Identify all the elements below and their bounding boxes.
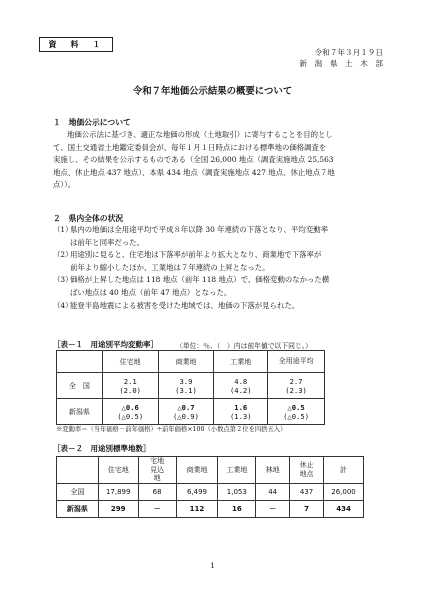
item-number: （1） (53, 225, 73, 234)
table-cell: 112 (176, 500, 218, 517)
table-cell (214, 399, 268, 425)
cell-prev: (△0.9) (172, 411, 199, 421)
item-text: は前年と同率だった。 (70, 237, 144, 247)
table-row (57, 483, 364, 500)
department: 新 潟 県 土 木 部 (299, 59, 383, 68)
row-label: 全国 (57, 483, 99, 500)
cell-value: △0.7 (177, 402, 195, 412)
item-text: ばい地点は 40 地点（前年 47 地点）となった。 (70, 287, 232, 297)
cell-prev: (1.3) (229, 411, 252, 421)
section1-line: 地価公示法に基づき、適正な地価の形成（土地取引）に寄与することを目的とし (67, 130, 333, 139)
header-cell: 林地 (256, 457, 290, 484)
table-cell: 299 (98, 500, 138, 517)
section2-heading: ２ 県内全体の状況 (53, 214, 124, 223)
header-cell: 宅地見込地 (138, 457, 176, 484)
cell-value: 2.7 (289, 376, 303, 386)
list-item (53, 300, 389, 313)
header-cell: 商業地 (158, 351, 214, 373)
date: 令和７年３月１９日 (314, 48, 383, 57)
cell-prev: (2.0) (119, 385, 141, 395)
table1-unit-note: （単位：％、（ ）内は前年値で以下同じ。） (176, 342, 312, 350)
row-label: 全 国 (57, 373, 103, 399)
item-number: （3） (53, 275, 73, 285)
page-title: 令和７年地価公示結果の概要について (132, 86, 293, 97)
cell-prev: (△0.5) (283, 411, 310, 421)
header-cell: 工業地 (218, 457, 256, 484)
header-cell: 全用途平均 (268, 351, 325, 373)
cell-prev: (4.2) (229, 385, 252, 395)
table-row (57, 373, 325, 399)
item-text: 用途別に見ると、住宅地は下落率が前年より拡大となり、商業地で下落率が (70, 250, 322, 260)
table1 (56, 350, 325, 425)
document-label: 資 料 １ (39, 37, 113, 52)
item-text: 県内の地価は全用途平均で平成８年以降 30 年連続の下落となり、平均変動率 (70, 225, 328, 234)
section1-heading: １ 地価公示について (53, 118, 131, 127)
item-text: 能登半島地震による被害を受けた地域では、地価の下落が見られた。 (70, 300, 300, 310)
row-label: 新潟県 (57, 500, 99, 517)
header-corner (57, 351, 103, 373)
header-cell: 工業地 (214, 351, 268, 373)
cell-value: △0.6 (121, 402, 139, 412)
cell-prev: (△0.5) (117, 411, 144, 421)
table-cell (268, 373, 325, 399)
row-label: 新潟県 (57, 399, 103, 425)
table-cell: 6,499 (176, 483, 218, 500)
table-cell: 44 (256, 483, 290, 500)
cell-value: △0.5 (287, 402, 305, 412)
table-cell: － (138, 500, 176, 517)
table-cell: 434 (324, 500, 364, 517)
cell-value: 2.1 (123, 376, 137, 386)
table2-title: ［表－２ 用途別標準地数］ (53, 444, 151, 453)
table-row (57, 399, 325, 425)
section1-line: 実施し、その結果を公示するものである（全国 26,000 地点（調査実施地点 25,563 (53, 155, 334, 165)
header-cell: 休止地点 (290, 457, 324, 484)
table-cell (158, 373, 214, 399)
table-cell: 7 (290, 500, 324, 517)
table-header-row (57, 351, 325, 373)
section1-line: 点））。 (53, 180, 76, 190)
table-cell (214, 373, 268, 399)
table-cell: 68 (138, 483, 176, 500)
item-text: 価格が上昇した地点は 118 地点（前年 118 地点）で、価格変動のなかった横 (70, 275, 330, 285)
section1-body (53, 129, 385, 192)
header-cell: 計 (324, 457, 364, 484)
table-header-row (57, 457, 364, 484)
cell-value: 4.8 (234, 376, 248, 386)
table-row (57, 500, 364, 517)
list-item (53, 224, 389, 249)
cell-prev: (3.1) (175, 385, 197, 395)
list-item (53, 249, 389, 274)
table-cell (268, 399, 325, 425)
page-number: 1 (210, 561, 215, 570)
table-cell (158, 399, 214, 425)
header-corner (57, 457, 99, 484)
table1-title: ［表－１ 用途別平均変動率］ (53, 340, 158, 349)
table2 (56, 456, 364, 518)
section2-list (53, 224, 389, 312)
table-cell: － (256, 500, 290, 517)
table1-footnote: ※変動率＝（当年価格－前年価格）÷前年価格×100（小数点第２位を四捨五入） (56, 426, 287, 433)
section1-line: て、国土交通省土地鑑定委員会が、毎年１月１日時点における標準地の価格調査を (53, 142, 327, 152)
table-cell: 437 (290, 483, 324, 500)
item-number: （2） (53, 250, 73, 260)
table-cell (102, 399, 158, 425)
date-block (299, 47, 383, 69)
cell-value: 3.9 (179, 376, 193, 386)
list-item (53, 274, 389, 299)
table-cell: 17,899 (98, 483, 138, 500)
header-cell: 住宅地 (98, 457, 138, 484)
cell-value: 1.6 (234, 402, 248, 412)
section1-line: 地点、休止地点 437 地点）、本県 434 地点（調査実施地点 427 地点、休止地点７地 (53, 167, 335, 177)
table-cell (102, 373, 158, 399)
item-text: 前年より縮小したほか、工業地は７年連続の上昇となった。 (70, 262, 270, 272)
table-cell: 26,000 (324, 483, 364, 500)
item-number: （4） (53, 300, 73, 310)
header-cell: 商業地 (176, 457, 218, 484)
cell-prev: (2.3) (285, 385, 307, 395)
table-cell: 1,053 (218, 483, 256, 500)
header-cell: 住宅地 (102, 351, 158, 373)
table-cell: 16 (218, 500, 256, 517)
